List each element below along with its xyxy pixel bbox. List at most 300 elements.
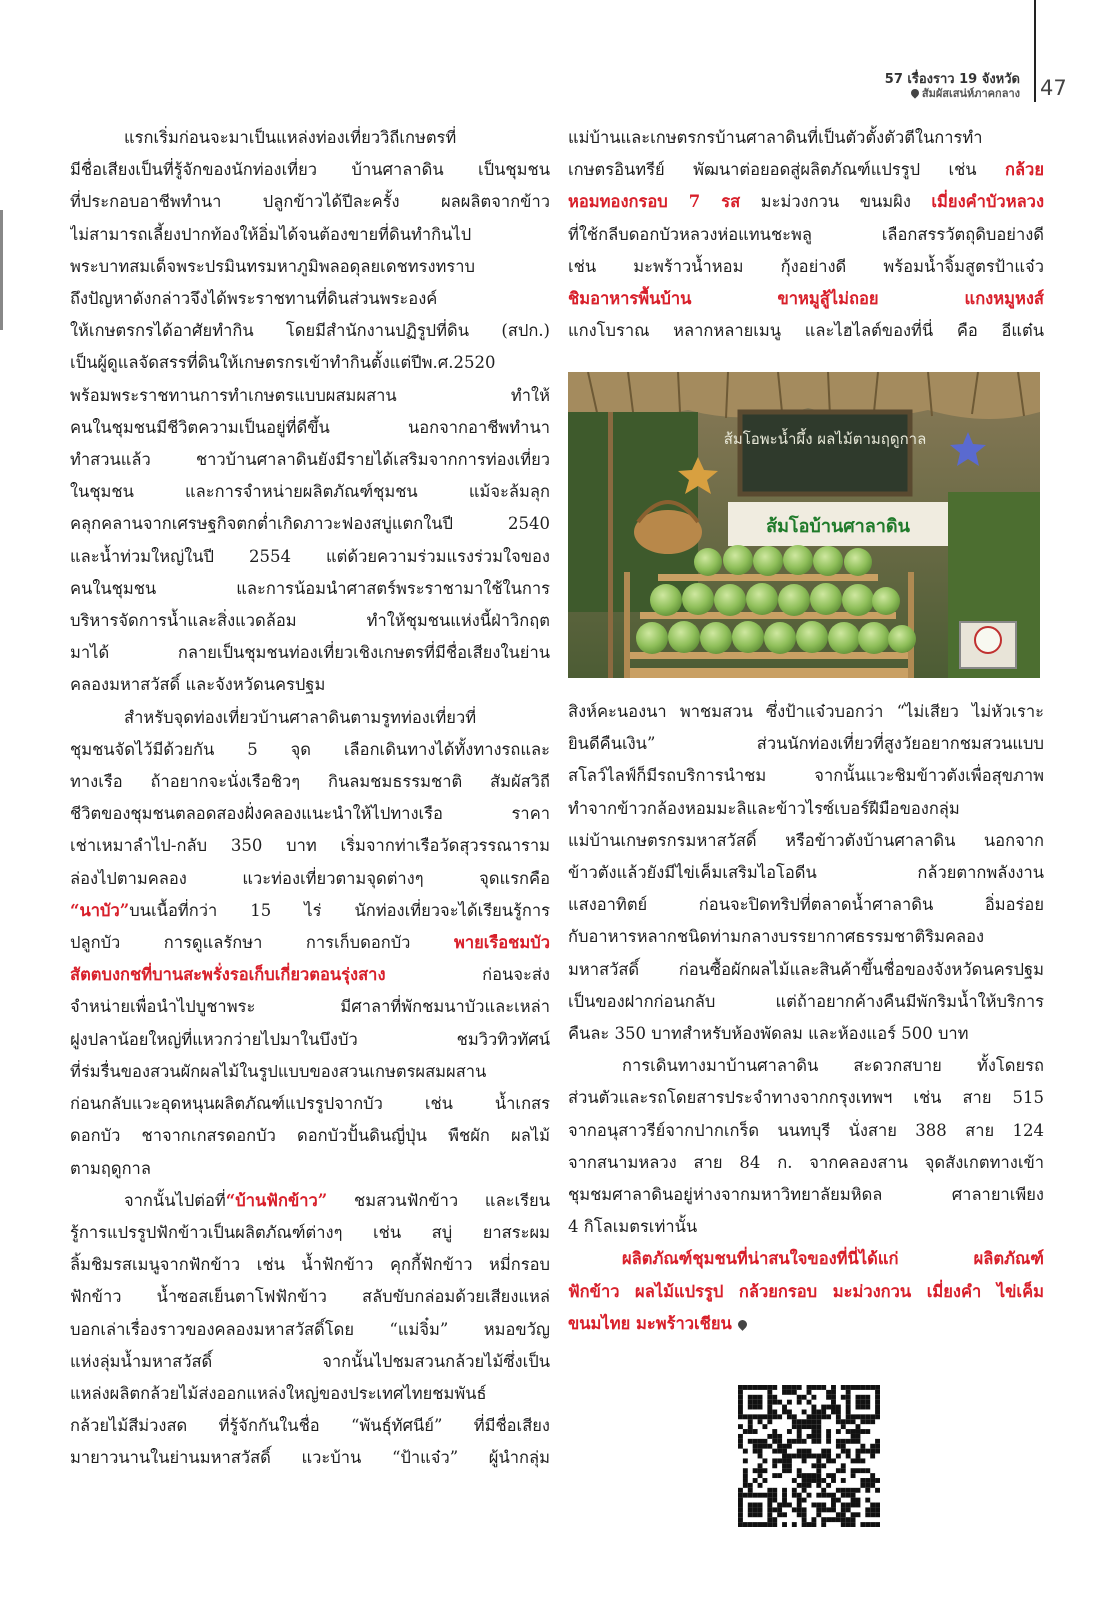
- qr-module: [831, 1395, 836, 1400]
- qr-module: [875, 1449, 880, 1454]
- qr-module: [767, 1512, 772, 1517]
- qr-module: [767, 1503, 772, 1508]
- qr-module: [826, 1507, 831, 1512]
- qr-module: [846, 1414, 851, 1419]
- qr-module: [767, 1522, 772, 1527]
- qr-module: [748, 1385, 753, 1390]
- qr-module: [802, 1522, 807, 1527]
- qr-module: [738, 1493, 743, 1498]
- qr-module: [846, 1449, 851, 1454]
- qr-module: [811, 1503, 816, 1508]
- qr-module: [762, 1444, 767, 1449]
- qr-module: [856, 1405, 861, 1410]
- qr-module: [802, 1395, 807, 1400]
- qr-module: [743, 1429, 748, 1434]
- qr-module: [748, 1503, 753, 1508]
- qr-module: [846, 1493, 851, 1498]
- highlight-lotus-dawn: สัตตบงกชที่บานสะพรั่งรอเก็บเกี่ยวตอนรุ่งสาง: [70, 965, 386, 985]
- qr-module: [767, 1488, 772, 1493]
- qr-module: [762, 1478, 767, 1483]
- qr-module: [758, 1439, 763, 1444]
- qr-module: [797, 1498, 802, 1503]
- qr-module: [816, 1493, 821, 1498]
- qr-module: [743, 1449, 748, 1454]
- qr-module: [777, 1512, 782, 1517]
- qr-module: [826, 1517, 831, 1522]
- qr-module: [753, 1429, 758, 1434]
- pomelo-stall-illustration: [568, 372, 1040, 678]
- qr-module: [865, 1488, 870, 1493]
- qr-module: [782, 1463, 787, 1468]
- body-line: ในชุมชน และการจำหน่ายผลิตภัณฑ์ชุมชน แม้จะล้มลุก: [70, 482, 550, 502]
- body-line: [568, 283, 1044, 315]
- qr-module: [870, 1414, 875, 1419]
- qr-module: [758, 1419, 763, 1424]
- qr-module: [826, 1493, 831, 1498]
- qr-module: [846, 1454, 851, 1459]
- qr-module: [777, 1414, 782, 1419]
- qr-module: [831, 1409, 836, 1414]
- qr-module: [772, 1458, 777, 1463]
- pomelo-stall-photo: [568, 372, 1040, 678]
- qr-module: [802, 1512, 807, 1517]
- qr-module: [777, 1507, 782, 1512]
- qr-module: [836, 1488, 841, 1493]
- qr-module: [870, 1507, 875, 1512]
- qr-module: [797, 1503, 802, 1508]
- body-line: 4 กิโลเมตรเท่านั้น: [568, 1217, 698, 1237]
- qr-module: [860, 1395, 865, 1400]
- qr-module: [811, 1478, 816, 1483]
- qr-module: [777, 1449, 782, 1454]
- right-column-bottom: [568, 696, 1044, 1340]
- qr-module: [841, 1517, 846, 1522]
- qr-module: [738, 1517, 743, 1522]
- qr-module: [792, 1454, 797, 1459]
- qr-module: [816, 1463, 821, 1468]
- qr-module: [758, 1405, 763, 1410]
- sign-top-text: ส้มโอพะน้ำผึ้ง ผลไม้ตามฤดูกาล: [723, 430, 927, 448]
- qr-module: [816, 1429, 821, 1434]
- qr-module: [777, 1439, 782, 1444]
- qr-module: [875, 1488, 880, 1493]
- qr-module: [767, 1390, 772, 1395]
- qr-module: [797, 1429, 802, 1434]
- qr-module: [792, 1424, 797, 1429]
- qr-module: [811, 1424, 816, 1429]
- qr-module: [782, 1409, 787, 1414]
- body-line: บริหารจัดการน้ำและสิ่งแวดล้อม ทำให้ชุมชนแห่งนี้ฝ่าวิกฤต: [70, 611, 550, 631]
- qr-module: [841, 1493, 846, 1498]
- qr-module: [743, 1478, 748, 1483]
- qr-module: [767, 1419, 772, 1424]
- qr-module: [753, 1512, 758, 1517]
- qr-module: [841, 1463, 846, 1468]
- qr-module: [841, 1449, 846, 1454]
- qr-module: [865, 1478, 870, 1483]
- qr-module: [797, 1449, 802, 1454]
- qr-module: [758, 1468, 763, 1473]
- body-line: ที่ร่มรื่นของสวนผักผลไม้ในรูปแบบของสวนเกษตรผสมผสาน: [70, 1061, 487, 1081]
- qr-module: [860, 1385, 865, 1390]
- qr-module: [792, 1414, 797, 1419]
- body-line: แห่งลุ่มน้ำมหาสวัสดิ์ จากนั้นไปชมสวนกล้วยไม้ซึ่งเป็น: [70, 1351, 550, 1371]
- qr-module: [856, 1449, 861, 1454]
- qr-module: [831, 1385, 836, 1390]
- qr-module: [753, 1385, 758, 1390]
- qr-module: [767, 1385, 772, 1390]
- qr-module: [836, 1517, 841, 1522]
- qr-module: [748, 1405, 753, 1410]
- qr-module: [831, 1478, 836, 1483]
- qr-module: [811, 1429, 816, 1434]
- qr-module: [831, 1400, 836, 1405]
- qr-module: [821, 1478, 826, 1483]
- location-pin-icon: [909, 87, 920, 98]
- qr-module: [865, 1498, 870, 1503]
- qr-module: [772, 1507, 777, 1512]
- qr-module: [787, 1409, 792, 1414]
- qr-module: [846, 1400, 851, 1405]
- highlight-banana: กล้วย: [1004, 160, 1044, 180]
- qr-module: [826, 1449, 831, 1454]
- qr-module: [753, 1468, 758, 1473]
- body-text: ก่อนจะส่ง: [385, 965, 550, 985]
- qr-module: [856, 1429, 861, 1434]
- products-highlight-line: ผลิตภัณฑ์ชุมชนที่น่าสนใจของที่นี่ได้แก่ ผลิตภัณฑ์: [622, 1249, 1044, 1269]
- qr-module: [816, 1478, 821, 1483]
- qr-module: [767, 1498, 772, 1503]
- body-line: ลิ้มชิมรสเมนูจากฟักข้าว เช่น น้ำฟักข้าว คุกกี้ฟักข้าว หมี่กรอบ: [70, 1255, 550, 1275]
- qr-module: [802, 1419, 807, 1424]
- qr-module: [875, 1414, 880, 1419]
- body-line: แกงโบราณ หลากหลายเมนู และไฮไลต์ของที่นี่ คือ อีแต๋น: [568, 321, 1044, 341]
- qr-module: [767, 1444, 772, 1449]
- body-line: ตามฤดูกาล: [70, 1158, 151, 1178]
- qr-module: [826, 1414, 831, 1419]
- body-line: รู้การแปรรูปฟักข้าวเป็นผลิตภัณฑ์ต่างๆ เช่น สบู่ ยาสระผม: [70, 1222, 550, 1242]
- qr-module: [856, 1454, 861, 1459]
- qr-module: [860, 1483, 865, 1488]
- qr-module: [851, 1414, 856, 1419]
- qr-module: [846, 1507, 851, 1512]
- qr-module: [743, 1473, 748, 1478]
- qr-module: [851, 1488, 856, 1493]
- qr-module: [797, 1434, 802, 1439]
- qr-module: [836, 1439, 841, 1444]
- qr-module: [743, 1493, 748, 1498]
- qr-module: [865, 1507, 870, 1512]
- qr-module: [816, 1414, 821, 1419]
- qr-module: [772, 1522, 777, 1527]
- qr-module: [851, 1458, 856, 1463]
- qr-module: [807, 1454, 812, 1459]
- qr-module: [821, 1405, 826, 1410]
- qr-module: [860, 1458, 865, 1463]
- qr-module: [860, 1419, 865, 1424]
- qr-module: [753, 1507, 758, 1512]
- highlight-miang-kham: เมี่ยงคำบัวหลวง: [931, 192, 1044, 212]
- qr-module: [797, 1454, 802, 1459]
- qr-module: [811, 1409, 816, 1414]
- qr-module: [836, 1468, 841, 1473]
- qr-module: [846, 1385, 851, 1390]
- qr-module: [767, 1434, 772, 1439]
- qr-module: [826, 1434, 831, 1439]
- qr-module: [782, 1405, 787, 1410]
- qr-module: [816, 1512, 821, 1517]
- qr-module: [792, 1419, 797, 1424]
- qr-module: [762, 1424, 767, 1429]
- qr-module: [865, 1522, 870, 1527]
- body-line: ดอกบัว ชาจากเกสรดอกบัว ดอกบัวปั้นดินญี่ปุ่น พืชผัก ผลไม้: [70, 1126, 550, 1146]
- qr-module: [787, 1390, 792, 1395]
- qr-module: [758, 1493, 763, 1498]
- qr-module: [743, 1522, 748, 1527]
- qr-module: [836, 1419, 841, 1424]
- qr-module: [792, 1390, 797, 1395]
- qr-module: [816, 1503, 821, 1508]
- qr-module: [807, 1419, 812, 1424]
- qr-module: [846, 1409, 851, 1414]
- qr-module: [851, 1522, 856, 1527]
- qr-module: [807, 1522, 812, 1527]
- qr-module: [831, 1390, 836, 1395]
- qr-module: [816, 1419, 821, 1424]
- qr-module: [811, 1463, 816, 1468]
- qr-module: [802, 1517, 807, 1522]
- qr-module: [772, 1488, 777, 1493]
- qr-module: [753, 1414, 758, 1419]
- qr-module: [802, 1488, 807, 1493]
- body-line: แม่บ้านและเกษตรกรบ้านศาลาดินที่เป็นตัวตั้งตัวตีในการทำ: [568, 128, 983, 147]
- body-line: เช่าเหมาลำไป-กลับ 350 บาท เริ่มจากท่าเรือวัดสุวรรณาราม: [70, 836, 550, 856]
- qr-module: [802, 1449, 807, 1454]
- qr-module: [875, 1439, 880, 1444]
- qr-module: [748, 1439, 753, 1444]
- body-line: คนในชุมชน และการน้อมนำศาสตร์พระราชามาใช้ในการ: [70, 578, 550, 598]
- qr-module: [787, 1414, 792, 1419]
- body-line: ข้าวตังแล้วยังมีไข่เค็มเสริมไอโอดีน กล้วยตากพลังงาน: [568, 863, 1044, 883]
- qr-module: [851, 1512, 856, 1517]
- qr-module: [826, 1429, 831, 1434]
- running-header-subtitle-text: สัมผัสเสน่ห์ภาคกลาง: [921, 87, 1020, 100]
- highlight-boat-lotus: พายเรือชมบัว: [453, 933, 550, 953]
- qr-module: [787, 1463, 792, 1468]
- qr-module: [807, 1385, 812, 1390]
- qr-module: [841, 1488, 846, 1493]
- body-line: ชุมชมศาลาดินอยู่ห่างจากมหาวิทยาลัยมหิดล ศาลายาเพียง: [568, 1185, 1044, 1205]
- qr-module: [748, 1400, 753, 1405]
- qr-module: [821, 1517, 826, 1522]
- qr-module: [782, 1488, 787, 1493]
- qr-module: [816, 1483, 821, 1488]
- qr-module: [860, 1449, 865, 1454]
- qr-module: [782, 1468, 787, 1473]
- qr-module: [748, 1483, 753, 1488]
- qr-module: [816, 1385, 821, 1390]
- qr-module: [821, 1385, 826, 1390]
- qr-module: [758, 1522, 763, 1527]
- qr-module: [831, 1498, 836, 1503]
- header-rule: [1034, 0, 1036, 102]
- qr-module: [772, 1409, 777, 1414]
- qr-module: [816, 1468, 821, 1473]
- qr-module: [797, 1385, 802, 1390]
- qr-module: [767, 1409, 772, 1414]
- qr-module: [738, 1395, 743, 1400]
- qr-module: [748, 1493, 753, 1498]
- qr-module: [767, 1395, 772, 1400]
- qr-module: [860, 1522, 865, 1527]
- qr-module: [753, 1400, 758, 1405]
- qr-module: [851, 1429, 856, 1434]
- qr-module: [807, 1434, 812, 1439]
- qr-module: [802, 1507, 807, 1512]
- qr-module: [807, 1483, 812, 1488]
- qr-module: [772, 1439, 777, 1444]
- qr-module: [826, 1473, 831, 1478]
- qr-module: [738, 1512, 743, 1517]
- qr-module: [811, 1434, 816, 1439]
- qr-module: [811, 1419, 816, 1424]
- qr-module: [743, 1468, 748, 1473]
- body-line: แสงอาทิตย์ ก่อนจะปิดทริปที่ตลาดน้ำศาลาดิน อิ่มอร่อย: [568, 895, 1044, 915]
- qr-module: [738, 1434, 743, 1439]
- qr-module: [811, 1405, 816, 1410]
- highlight-local-food: ชิมอาหารพื้นบ้าน ขาหมูสู้ไม่ถอย แกงหมูหงส์: [568, 289, 1044, 309]
- qr-module: [865, 1385, 870, 1390]
- qr-module: [782, 1458, 787, 1463]
- qr-module: [870, 1473, 875, 1478]
- qr-module: [738, 1385, 743, 1390]
- qr-module: [758, 1449, 763, 1454]
- qr-module: [875, 1405, 880, 1410]
- qr-module: [777, 1473, 782, 1478]
- qr-module: [753, 1522, 758, 1527]
- qr-module: [821, 1463, 826, 1468]
- qr-module: [792, 1478, 797, 1483]
- qr-module: [797, 1424, 802, 1429]
- qr-module: [865, 1512, 870, 1517]
- qr-module: [772, 1434, 777, 1439]
- qr-module: [777, 1400, 782, 1405]
- qr-module: [836, 1512, 841, 1517]
- qr-module: [797, 1493, 802, 1498]
- qr-module: [738, 1405, 743, 1410]
- qr-module: [807, 1478, 812, 1483]
- qr-module: [875, 1478, 880, 1483]
- qr-module: [836, 1414, 841, 1419]
- qr-module: [772, 1449, 777, 1454]
- qr-module: [772, 1517, 777, 1522]
- products-highlight-text: ขนมไทย มะพร้าวเชียน: [568, 1313, 732, 1333]
- qr-module: [802, 1498, 807, 1503]
- qr-module: [738, 1390, 743, 1395]
- qr-module: [738, 1507, 743, 1512]
- qr-module: [787, 1454, 792, 1459]
- qr-module: [860, 1400, 865, 1405]
- qr-module: [782, 1503, 787, 1508]
- qr-module: [743, 1414, 748, 1419]
- sign-banner-text: ส้มโอบ้านศาลาดิน: [766, 516, 910, 537]
- qr-module: [856, 1385, 861, 1390]
- qr-code[interactable]: [738, 1385, 880, 1527]
- qr-module: [856, 1434, 861, 1439]
- body-line: [70, 927, 550, 959]
- qr-module: [875, 1507, 880, 1512]
- qr-module: [826, 1390, 831, 1395]
- qr-module: [797, 1512, 802, 1517]
- qr-module: [846, 1522, 851, 1527]
- qr-module: [821, 1414, 826, 1419]
- qr-module: [787, 1439, 792, 1444]
- qr-module: [772, 1493, 777, 1498]
- qr-module: [826, 1458, 831, 1463]
- body-text: เกษตรอินทรีย์ พัฒนาต่อยอดสู่ผลิตภัณฑ์แปรรูป เช่น: [568, 160, 1005, 180]
- body-line: ที่ใช้กลีบดอกบัวหลวงห่อแทนชะพลู เลือกสรรวัตถุดิบอย่างดี: [568, 224, 1044, 244]
- body-text: ชมสวนฟักข้าว และเรียน: [327, 1190, 550, 1210]
- body-line: ฟักข้าว น้ำซอสเย็นตาโฟฟักข้าว สลับขับกล่อมด้วยเสียงแหล่: [70, 1287, 550, 1307]
- qr-module: [875, 1409, 880, 1414]
- qr-module: [787, 1400, 792, 1405]
- qr-module: [802, 1483, 807, 1488]
- body-line: เป็นผู้ดูแลจัดสรรที่ดินให้เกษตรกรเข้าทำกินตั้งแต่ปีพ.ศ.2520: [70, 353, 496, 373]
- qr-module: [841, 1385, 846, 1390]
- qr-module: [792, 1385, 797, 1390]
- qr-module: [767, 1400, 772, 1405]
- qr-module: [762, 1493, 767, 1498]
- body-line: แรกเริ่มก่อนจะมาเป็นแหล่งท่องเที่ยววิถีเกษตรที่: [124, 128, 457, 147]
- qr-module: [851, 1498, 856, 1503]
- left-column: [70, 122, 550, 1475]
- qr-module: [841, 1419, 846, 1424]
- qr-module: [875, 1400, 880, 1405]
- qr-module: [816, 1458, 821, 1463]
- qr-module: [826, 1483, 831, 1488]
- qr-module: [811, 1395, 816, 1400]
- body-line: คืนละ 350 บาทสำหรับห้องพัดลม และห้องแอร์ 500 บาท: [568, 1024, 969, 1044]
- qr-module: [851, 1473, 856, 1478]
- qr-module: [738, 1503, 743, 1508]
- qr-module: [865, 1483, 870, 1488]
- page-edge-mark: [0, 210, 3, 330]
- body-line: [70, 895, 550, 927]
- qr-module: [851, 1493, 856, 1498]
- qr-module: [738, 1498, 743, 1503]
- qr-module: [836, 1454, 841, 1459]
- qr-module: [870, 1385, 875, 1390]
- qr-module: [856, 1458, 861, 1463]
- qr-module: [846, 1405, 851, 1410]
- qr-module: [865, 1400, 870, 1405]
- qr-module: [856, 1424, 861, 1429]
- qr-module: [807, 1400, 812, 1405]
- qr-module: [753, 1395, 758, 1400]
- right-column-top: [568, 122, 1044, 347]
- qr-module: [816, 1434, 821, 1439]
- qr-module: [831, 1517, 836, 1522]
- body-line: มหาสวัสดิ์ ก่อนซื้อผักผลไม้และสินค้าขึ้นชื่อของจังหวัดนครปฐม: [568, 959, 1044, 979]
- running-header-title: 57 เรื่องราว 19 จังหวัด: [884, 72, 1020, 87]
- qr-module: [826, 1405, 831, 1410]
- qr-module: [821, 1522, 826, 1527]
- qr-module: [811, 1454, 816, 1459]
- qr-module: [821, 1449, 826, 1454]
- qr-module: [851, 1503, 856, 1508]
- highlight-ban-fak-khao: “บ้านฟักข้าว”: [225, 1190, 328, 1210]
- body-line: กับอาหารหลากชนิดท่ามกลางบรรยากาศธรรมชาติริมคลอง: [568, 927, 985, 947]
